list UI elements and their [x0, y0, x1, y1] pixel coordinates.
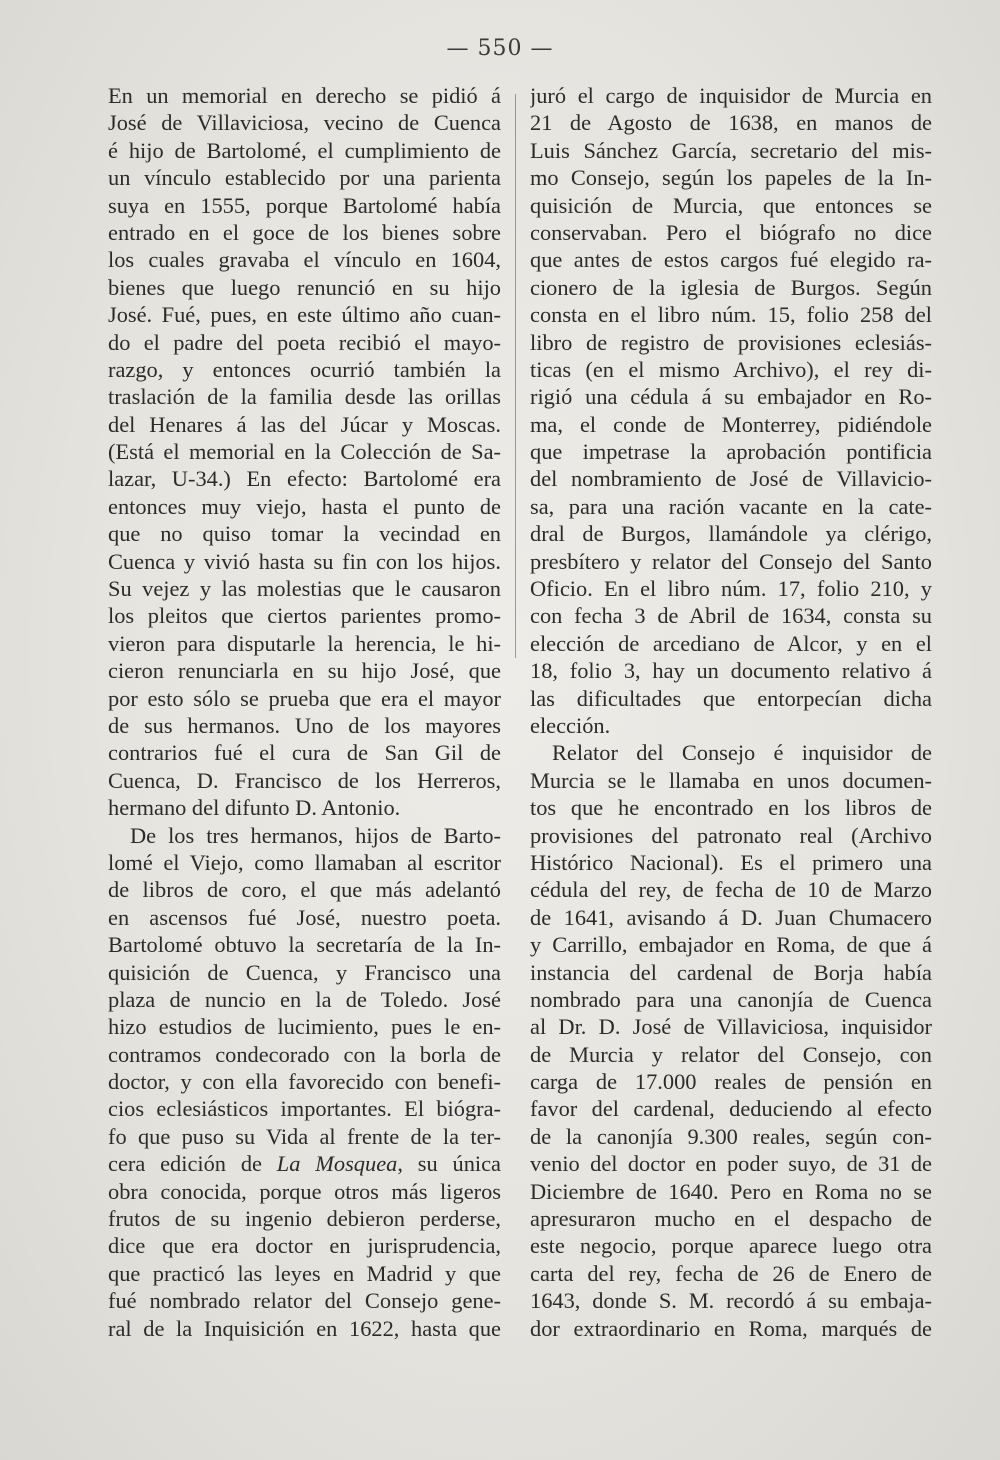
text-line-content: instancia del cardenal de Borja había — [530, 959, 932, 985]
text-line-content: contrarios fué el cura de San Gil de — [108, 740, 501, 766]
text-line — [108, 246, 501, 273]
column-divider — [515, 94, 516, 658]
text-line-content: Diciembre de 1640. Pero en Roma no se — [530, 1178, 932, 1204]
text-line-content: cionero de la iglesia de Burgos. Según — [530, 274, 932, 300]
text-line — [108, 1205, 501, 1232]
text-line-content: fué nombrado relator del Consejo gene- — [108, 1288, 501, 1314]
text-line — [530, 657, 932, 684]
text-line — [530, 630, 932, 657]
text-line — [530, 82, 932, 109]
text-line — [530, 329, 932, 356]
italic-title: La Mosquea — [276, 1151, 398, 1177]
text-line-content: que antes de estos cargos fué elegido ra- — [530, 247, 932, 273]
text-line-content: De los tres hermanos, hijos de Barto- — [130, 822, 501, 848]
text-line-content: del nombramiento de José de Villavicio- — [530, 466, 932, 492]
text-line — [108, 1315, 501, 1342]
right-text-column — [530, 82, 932, 1342]
text-line — [530, 465, 932, 492]
text-line-content: ticas (en el mismo Archivo), el rey di- — [530, 356, 932, 382]
text-line — [530, 739, 932, 766]
text-line — [108, 1178, 501, 1205]
text-line — [108, 904, 501, 931]
text-line — [108, 411, 501, 438]
text-line-content: y Carrillo, embajador en Roma, de que á — [530, 932, 932, 958]
text-line-content: tos que he encontrado en los libros de — [530, 795, 932, 821]
text-line — [530, 767, 932, 794]
text-line — [530, 164, 932, 191]
text-line-content: razgo, y entonces ocurrió también la — [108, 356, 501, 382]
text-line — [530, 1123, 932, 1150]
text-line — [530, 1287, 932, 1314]
text-line-content: José de Villaviciosa, vecino de Cuenca — [108, 110, 501, 136]
text-line-content: libro de registro de provisiones eclesiás- — [530, 329, 932, 355]
text-line-content: Bartolomé obtuvo la secretaría de la In- — [108, 932, 501, 958]
text-line-content: (Está el memorial en la Colección de Sa- — [108, 439, 501, 465]
text-line-content: 1643, donde S. M. recordó á su embaja- — [530, 1288, 932, 1314]
text-line — [108, 383, 501, 410]
text-line — [108, 164, 501, 191]
text-line-content: dral de Burgos, llamándole ya clérigo, — [530, 521, 932, 547]
text-line — [108, 767, 501, 794]
text-line-tail: , su única — [397, 1151, 501, 1177]
page-number: — 550 — — [446, 36, 554, 61]
text-line — [108, 986, 501, 1013]
text-line — [530, 411, 932, 438]
text-line-content: de Murcia y relator del Consejo, con — [530, 1041, 932, 1067]
text-line-content: Cuenca, D. Francisco de los Herreros, — [108, 767, 501, 793]
text-line — [530, 1178, 932, 1205]
text-line — [108, 493, 501, 520]
text-line-content: cera edición de — [108, 1151, 277, 1177]
text-line — [530, 274, 932, 301]
text-line-content: en ascensos fué José, nuestro poeta. — [108, 904, 501, 930]
text-line-content: juró el cargo de inquisidor de Murcia en — [530, 83, 932, 108]
text-line-content: Cuenca y vivió hasta su fin con los hijos. — [108, 548, 501, 574]
text-line-content: plaza de nuncio en la de Toledo. José — [108, 986, 501, 1012]
text-line-content: traslación de la familia desde las orillas — [108, 384, 501, 410]
text-line — [108, 931, 501, 958]
text-line — [108, 1150, 501, 1177]
text-line-content: Luis Sánchez García, secretario del mis- — [530, 137, 932, 163]
text-line — [530, 493, 932, 520]
text-line-content: cios eclesiásticos importantes. El biógra- — [108, 1096, 501, 1122]
text-line — [108, 137, 501, 164]
text-line-content: un vínculo establecido por una parienta — [108, 165, 501, 191]
text-line-content: entrado en el goce de los bienes sobre — [108, 219, 501, 245]
text-line — [108, 301, 501, 328]
text-line-content: este negocio, porque aparece luego otra — [530, 1233, 932, 1259]
text-line-content: contramos condecorado con la borla de — [108, 1041, 501, 1067]
text-line-content: obra conocida, porque otros más ligeros — [108, 1178, 501, 1204]
text-line-content: José. Fué, pues, en este último año cuan- — [108, 302, 501, 328]
text-line-content: hermano del difunto D. Antonio. — [108, 795, 401, 821]
text-line — [530, 1315, 932, 1342]
text-line-content: nombrado para una canonjía de Cuenca — [530, 986, 932, 1012]
text-line-content: de libros de coro, el que más adelantó — [108, 877, 501, 903]
text-line — [530, 575, 932, 602]
text-line — [530, 438, 932, 465]
text-line-content: elección de arcediano de Alcor, y en el — [530, 630, 932, 656]
text-line — [108, 274, 501, 301]
text-line-content: dor extraordinario en Roma, marqués de — [530, 1315, 932, 1341]
text-line-content: que no quiso tomar la vecindad en — [108, 521, 501, 547]
text-line — [530, 685, 932, 712]
text-line-content: consta en el libro núm. 15, folio 258 del — [530, 302, 932, 328]
text-line-content: presbítero y relator del Consejo del Santo — [530, 548, 932, 574]
text-line-content: cieron renunciarla en su hijo José, que — [108, 658, 501, 684]
text-line — [108, 822, 501, 849]
text-line — [108, 657, 501, 684]
text-line-content: ma, el conde de Monterrey, pidiéndole — [530, 411, 932, 437]
text-line — [108, 630, 501, 657]
text-line — [530, 849, 932, 876]
text-line — [530, 712, 932, 739]
text-line-content: é hijo de Bartolomé, el cumplimiento de — [108, 137, 501, 163]
text-line — [530, 1232, 932, 1259]
text-line-content: de sus hermanos. Uno de los mayores — [108, 712, 501, 738]
text-line — [530, 1205, 932, 1232]
text-line-content: bienes que luego renunció en su hijo — [108, 274, 501, 300]
text-line-content: lomé el Viejo, como llamaban al escritor — [108, 849, 501, 875]
text-line — [108, 1068, 501, 1095]
text-line — [530, 520, 932, 547]
text-line — [530, 931, 932, 958]
text-line-content: venio del doctor en poder suyo, de 31 de — [530, 1151, 932, 1177]
text-line — [108, 192, 501, 219]
text-line — [530, 1150, 932, 1177]
text-line-content: fo que puso su Vida al frente de la ter- — [108, 1123, 501, 1149]
text-line-content: al Dr. D. José de Villaviciosa, inquisidor — [530, 1014, 932, 1040]
text-line-content: de 1641, avisando á D. Juan Chumacero — [530, 904, 932, 930]
text-line — [108, 219, 501, 246]
text-line — [530, 137, 932, 164]
text-line — [530, 1013, 932, 1040]
text-line — [530, 246, 932, 273]
text-line — [108, 849, 501, 876]
text-line — [530, 986, 932, 1013]
text-line — [530, 109, 932, 136]
text-line-content: dice que era doctor en jurisprudencia, — [108, 1233, 501, 1259]
text-line-content: provisiones del patronato real (Archivo — [530, 822, 932, 848]
text-line — [108, 1123, 501, 1150]
text-line — [530, 876, 932, 903]
text-line — [530, 602, 932, 629]
text-line — [530, 301, 932, 328]
text-line-content: que practicó las leyes en Madrid y que — [108, 1260, 501, 1286]
text-line — [108, 1095, 501, 1122]
text-line — [108, 465, 501, 492]
text-line — [108, 712, 501, 739]
text-line — [530, 1095, 932, 1122]
text-line-content: hizo estudios de lucimiento, pues le en- — [108, 1014, 501, 1040]
text-line — [108, 438, 501, 465]
text-line-content: favor del cardenal, deduciendo al efecto — [530, 1096, 932, 1122]
left-text-column — [108, 82, 501, 1342]
text-line-content: suya en 1555, porque Bartolomé había — [108, 192, 501, 218]
text-line — [108, 1041, 501, 1068]
text-line-content: por esto sólo se prueba que era el mayor — [108, 685, 501, 711]
text-line — [530, 1068, 932, 1095]
text-line-content: conservaban. Pero el biógrafo no dice — [530, 219, 932, 245]
text-line-content: sa, para una ración vacante en la cate- — [530, 493, 932, 519]
text-line — [108, 1287, 501, 1314]
text-line-content: Su vejez y las molestias que le causaron — [108, 576, 501, 602]
text-line-content: de la canonjía 9.300 reales, según con- — [530, 1123, 932, 1149]
text-line — [108, 575, 501, 602]
text-line-content: Oficio. En el libro núm. 17, folio 210, y — [530, 576, 932, 602]
text-line — [530, 794, 932, 821]
text-line — [108, 548, 501, 575]
text-line-content: que impetrase la aprobación pontificia — [530, 439, 932, 465]
text-line-content: carta del rey, fecha de 26 de Enero de — [530, 1260, 932, 1286]
text-line — [108, 1260, 501, 1287]
text-line — [108, 1232, 501, 1259]
text-line — [108, 602, 501, 629]
text-line-content: rigió una cédula á su embajador en Ro- — [530, 384, 932, 410]
text-line — [108, 739, 501, 766]
text-line — [530, 822, 932, 849]
text-line — [108, 356, 501, 383]
text-line-content: quisición de Cuenca, y Francisco una — [108, 959, 501, 985]
text-line — [108, 1013, 501, 1040]
text-line — [530, 1260, 932, 1287]
text-line-content: carga de 17.000 reales de pensión en — [530, 1069, 932, 1095]
text-line — [108, 876, 501, 903]
text-line — [530, 356, 932, 383]
text-line-content: lazar, U-34.) En efecto: Bartolomé era — [108, 466, 501, 492]
text-line-content: quisición de Murcia, que entonces se — [530, 192, 932, 218]
text-line-content: En un memorial en derecho se pidió á — [108, 83, 501, 108]
text-line — [108, 959, 501, 986]
text-line — [108, 82, 501, 109]
text-line-content: vieron para disputarle la herencia, le hi- — [108, 630, 501, 656]
text-line-content: Histórico Nacional). Es el primero una — [530, 849, 932, 875]
text-line — [530, 548, 932, 575]
text-line-content: 21 de Agosto de 1638, en manos de — [530, 110, 932, 136]
text-line-content: ral de la Inquisición en 1622, hasta que — [108, 1315, 501, 1341]
text-line-content: doctor, y con ella favorecido con benefi- — [108, 1069, 501, 1095]
text-line-content: con fecha 3 de Abril de 1634, consta su — [530, 603, 932, 629]
text-line — [530, 904, 932, 931]
text-line-content: los pleitos que ciertos parientes promo- — [108, 603, 501, 629]
text-line-content: apresuraron mucho en el despacho de — [530, 1206, 932, 1232]
text-line — [530, 383, 932, 410]
text-line-content: entonces muy viejo, hasta el punto de — [108, 493, 501, 519]
text-line-content: 18, folio 3, hay un documento relativo á — [530, 658, 932, 684]
text-line-content: elección. — [530, 712, 611, 738]
text-line-content: do el padre del poeta recibió el mayo- — [108, 329, 501, 355]
text-line — [530, 1041, 932, 1068]
text-line-content: del Henares á las del Júcar y Moscas. — [108, 411, 501, 437]
text-line — [108, 794, 501, 821]
text-line — [530, 219, 932, 246]
text-line — [108, 685, 501, 712]
text-line-content: los cuales gravaba el vínculo en 1604, — [108, 247, 501, 273]
text-line — [530, 192, 932, 219]
text-line-content: Relator del Consejo é inquisidor de — [552, 740, 932, 766]
text-line-content: Murcia se le llamaba en unos documen- — [530, 767, 932, 793]
text-line-content: cédula del rey, de fecha de 10 de Marzo — [530, 877, 932, 903]
text-line — [108, 109, 501, 136]
text-line-content: frutos de su ingenio debieron perderse, — [108, 1206, 501, 1232]
text-line — [108, 520, 501, 547]
text-line-content: mo Consejo, según los papeles de la In- — [530, 165, 932, 191]
text-line — [530, 959, 932, 986]
text-line-content: las dificultades que entorpecían dicha — [530, 685, 932, 711]
text-line — [108, 329, 501, 356]
